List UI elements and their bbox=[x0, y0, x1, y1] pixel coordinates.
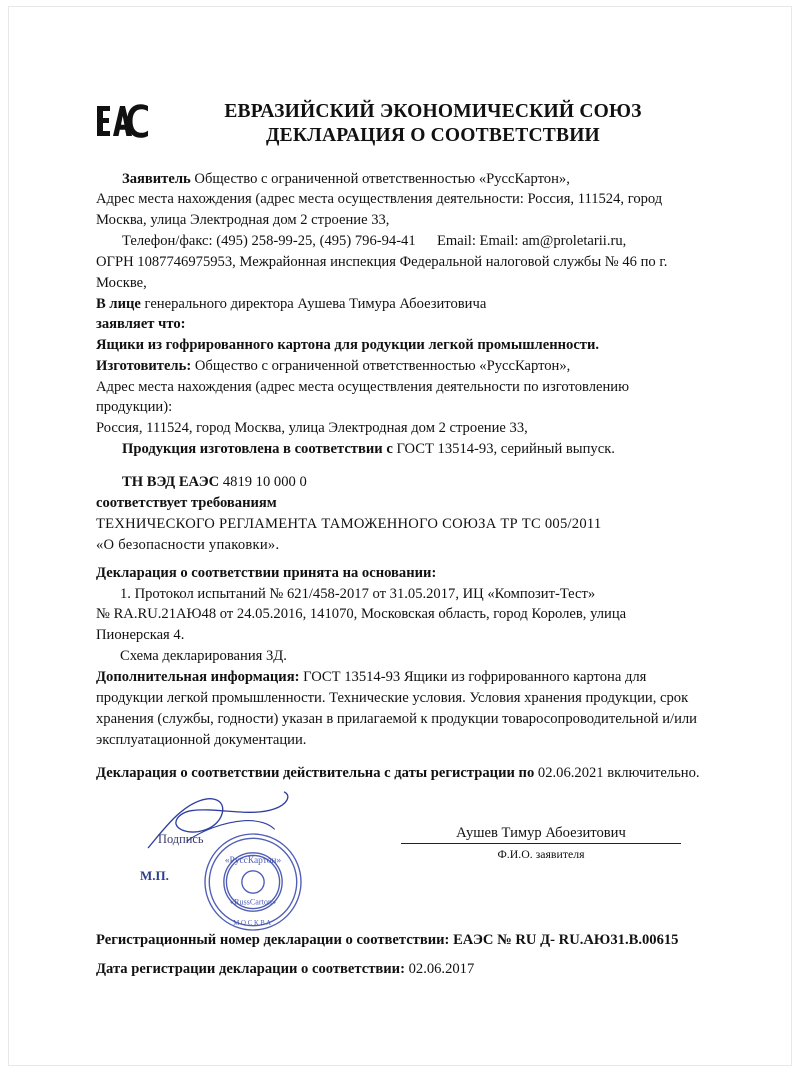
additional-info-label: Дополнительная информация: bbox=[96, 668, 300, 685]
manufacturer-address-line1: Адрес места нахождения (адрес места осуществления деятельности по изготовлению продукции): bbox=[96, 379, 629, 415]
applicant-line bbox=[96, 170, 708, 190]
additional-info-line4: эксплуатационной документации. bbox=[96, 731, 307, 748]
additional-info-text1: ГОСТ 13514-93 Ящики из гофрированного картона для bbox=[303, 668, 647, 685]
document-content bbox=[96, 100, 708, 990]
applicant-address-line1: Адрес места нахождения (адрес места осуществления деятельности: Россия, 111524, город bbox=[96, 191, 663, 208]
registration-date-line bbox=[96, 961, 708, 978]
basis-item1-line2: № RA.RU.21АЮ48 от 24.05.2016, 141070, Московская область, город Королев, улица bbox=[96, 606, 627, 623]
spacer-block bbox=[96, 557, 708, 564]
applicant-phone: Телефон/факс: (495) 258-99-25, (495) 796-94-41 bbox=[122, 233, 416, 250]
applicant-label: Заявитель bbox=[122, 170, 191, 187]
basis-label: Декларация о соответствии принята на основании: bbox=[96, 564, 437, 581]
declares-label: заявляет что: bbox=[96, 316, 186, 333]
spacer-block bbox=[96, 460, 708, 473]
production-standard-value: ГОСТ 13514-93, серийный выпуск. bbox=[396, 440, 615, 457]
applicant-address-line2: Москва, улица Электродная дом 2 строение 33, bbox=[96, 212, 390, 229]
tnved-value: 4819 10 000 0 bbox=[222, 474, 307, 491]
tnved-line bbox=[96, 473, 708, 493]
registration-date-value: 02.06.2017 bbox=[408, 961, 475, 978]
signatory-caption: Ф.И.О. заявителя bbox=[497, 847, 585, 862]
manufacturer-line bbox=[96, 357, 708, 377]
document-title-line2: ДЕКЛАРАЦИЯ О СООТВЕТСТВИИ bbox=[266, 124, 600, 146]
document-body bbox=[96, 170, 708, 785]
validity-value: 02.06.2021 включительно. bbox=[537, 765, 700, 782]
additional-info-line3: хранения (службы, годности) указан в прилагаемой к продукции товаросопроводительной и/или bbox=[96, 710, 697, 727]
production-standard-line bbox=[96, 440, 708, 460]
applicant-email: Email: Email: am@proletarii.ru, bbox=[436, 233, 627, 250]
eac-conformity-mark-icon bbox=[96, 100, 150, 146]
signature-area bbox=[96, 796, 708, 928]
applicant-ogrn-line2: Москве, bbox=[96, 274, 147, 291]
applicant-contacts-line bbox=[96, 232, 708, 252]
header-titles bbox=[168, 100, 708, 148]
validity-label: Декларация о соответствии действительна с даты регистрации по bbox=[96, 765, 535, 782]
stamp-place-label: М.П. bbox=[140, 868, 169, 884]
stamp-text-top: «РуссКартон» bbox=[224, 856, 282, 867]
manufacturer-label: Изготовитель: bbox=[96, 358, 192, 375]
product-description: Ящики из гофрированного картона для родукции легкой промышленности. bbox=[96, 337, 600, 354]
person-value: генерального директора Аушева Тимура Абоезитовича bbox=[144, 295, 487, 312]
applicant-ogrn-line1: ОГРН 1087746975953, Межрайонная инспекция Федеральной налоговой службы № 46 по г. bbox=[96, 253, 668, 270]
registration-number-label: Регистрационный номер декларации о соответствии: bbox=[96, 932, 450, 949]
applicant-person-line bbox=[96, 295, 708, 315]
registration-number-line bbox=[96, 932, 708, 949]
registration-number-value: ЕАЭС № RU Д- RU.АЮ31.В.00615 bbox=[453, 932, 679, 949]
registration-date-label: Дата регистрации декларации о соответствии: bbox=[96, 961, 405, 978]
stamp-text-mid: «RussCarton» bbox=[229, 897, 277, 907]
basis-item1-line3: Пионерская 4. bbox=[96, 627, 185, 644]
conformity-label: соответствует требованиям bbox=[96, 495, 277, 512]
additional-info-line2: продукции легкой промышленности. Технические условия. Условия хранения продукции, срок bbox=[96, 689, 689, 706]
production-standard-label: Продукция изготовлена в соответствии с bbox=[122, 440, 393, 457]
validity-line bbox=[96, 764, 708, 784]
signatory-block bbox=[396, 824, 686, 862]
regulation-line2: «О безопасности упаковки». bbox=[96, 536, 280, 553]
registration-block bbox=[96, 932, 708, 978]
basis-item1-line1: 1. Протокол испытаний № 621/458-2017 от 31.05.2017, ИЦ «Композит-Тест» bbox=[120, 585, 596, 602]
signatory-name: Аушев Тимур Абоезитович bbox=[401, 825, 681, 844]
manufacturer-address-line2: Россия, 111524, город Москва, улица Электродная дом 2 строение 33, bbox=[96, 419, 528, 436]
applicant-value: Общество с ограниченной ответственностью «РуссКартон», bbox=[194, 170, 570, 187]
person-label: В лице bbox=[96, 295, 141, 312]
signature-label: Подпись bbox=[158, 832, 204, 847]
manufacturer-value: Общество с ограниченной ответственностью «РуссКартон», bbox=[194, 358, 571, 375]
document-title-line1: ЕВРАЗИЙСКИЙ ЭКОНОМИЧЕСКИЙ СОЮЗ bbox=[224, 101, 642, 122]
regulation-line1: ТЕХНИЧЕСКОГО РЕГЛАМЕНТА ТАМОЖЕННОГО СОЮЗА ТР ТС 005/2011 bbox=[96, 516, 602, 533]
stamp-text-bottom: МОСКВА bbox=[233, 920, 273, 928]
additional-info-line1 bbox=[96, 668, 708, 688]
document-header bbox=[96, 100, 708, 148]
tnved-label: ТН ВЭД ЕАЭС bbox=[122, 474, 220, 491]
basis-item2: Схема декларирования 3Д. bbox=[120, 648, 287, 665]
